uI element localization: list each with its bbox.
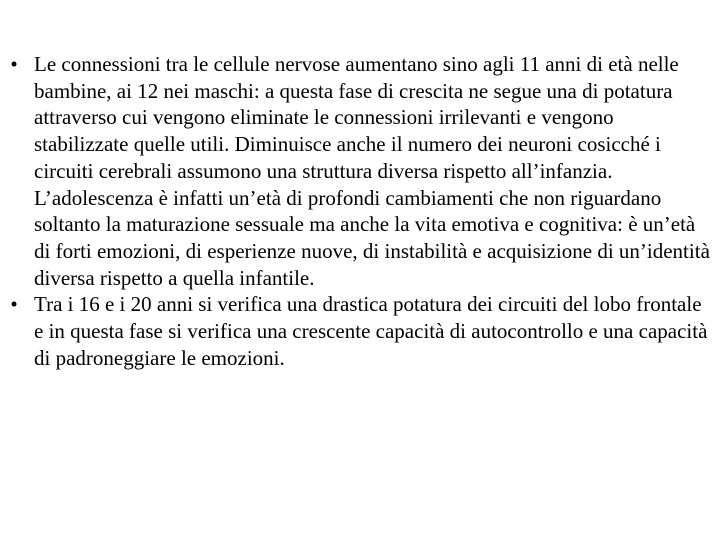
- bullet-marker: •: [10, 292, 18, 317]
- bullet-text: Tra i 16 e i 20 anni si verifica una drastica potatura dei circuiti del lobo frontale e in questa fase si verifica una crescente capacità di autocontrollo e una capacità di padroneggiare le emozioni.: [34, 292, 708, 370]
- bullet-list: [6, 51, 712, 371]
- bullet-marker: •: [10, 52, 18, 76]
- bullet-text: Le connessioni tra le cellule nervose aumentano sino agli 11 anni di età nelle bambine, ai 12 nei maschi: a questa fase di crescita ne segue una di potatura attraverso cui vengono eliminate le connessioni irrilevanti e vengono stabilizzate quelle utili. Diminuisce anche il numero dei neuroni cosicché i circuiti cerebrali assumono una struttura diversa rispetto all’infanzia. L’adolescenza è infatti un’età di profondi cambiamenti che non riguardano soltanto la maturazione sessuale ma anche la vita emotiva e cognitiva: è un’età di forti emozioni, di esperienze nuove, di instabilità e acquisizione di un’identità diversa rispetto a quella infantile.: [34, 52, 710, 290]
- bullet-item: [6, 51, 712, 291]
- bullet-item: [6, 291, 712, 371]
